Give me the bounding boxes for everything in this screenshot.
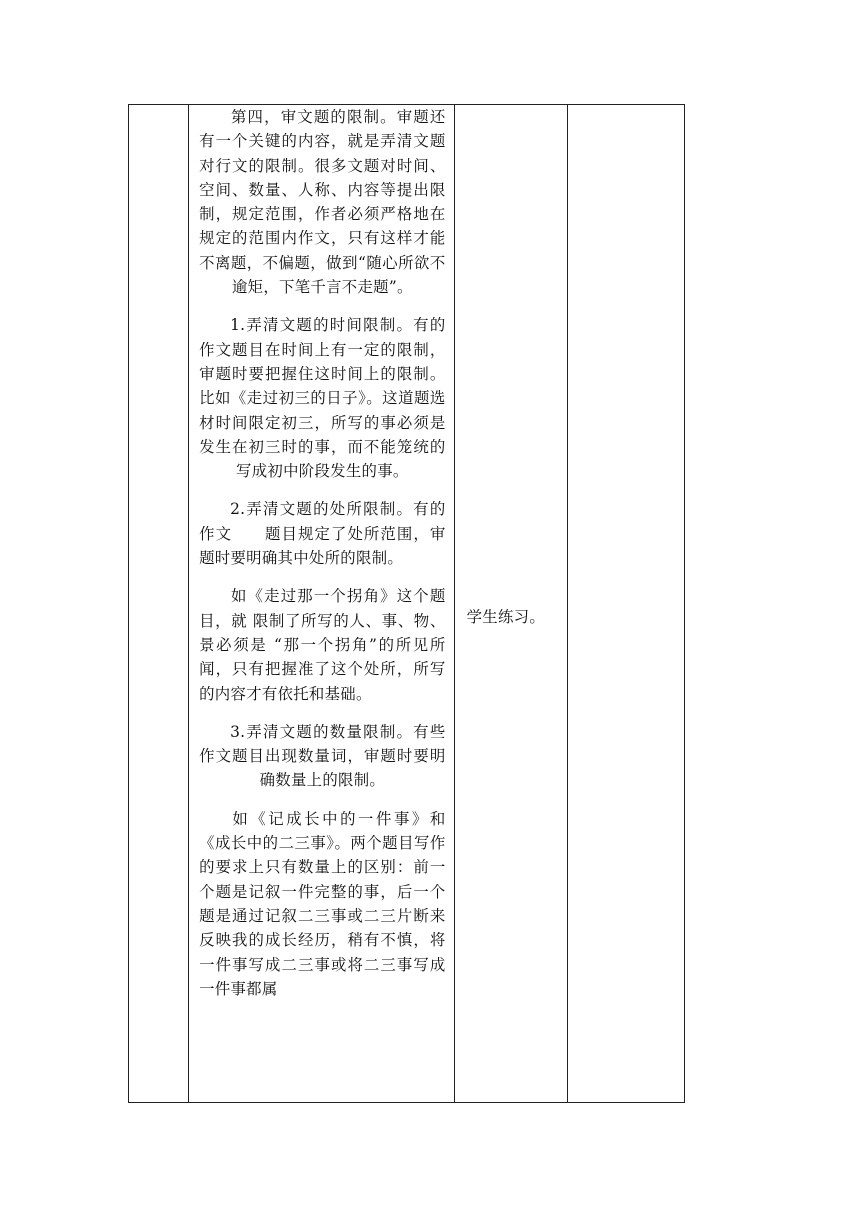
paragraph-text-restrictions (199, 105, 445, 299)
table-row (129, 105, 685, 1103)
paragraph-time-restriction (199, 313, 445, 483)
paragraph-text: 2.弄清文题的处所限制。有的作文 题目规定了处所范围，审题时要明确其中处所的限制。 (199, 500, 446, 568)
paragraph-place-example (199, 584, 445, 705)
lesson-plan-table (128, 104, 685, 1103)
paragraph-text: 如《记成长中的一件事》和《成长中的二三事》。两个题目写作的要求上只有数量上的区别：前一 个题是记叙一件完整的事，后一个题是通过记叙二三事或二三片断来反映我的成长经历，稍有不慎，将一件事写成二三事或将二三事写成一件事都属 (199, 809, 462, 998)
notes-cell (567, 105, 684, 1103)
paragraph-quantity-example (199, 807, 462, 1001)
paragraph-place-restriction (199, 497, 445, 570)
paragraph-text: 1.弄清文题的时间限制。有的作文题目在时间上有一定的限制，审题时要把握住这时间上的限制。比如《走过初三的日子》。这道题选材时间限定初三，所写的事必须是发生在初三时的事，而不能笼统的写成初中阶段发生的事。 (199, 316, 446, 481)
teaching-content-cell (189, 105, 477, 1103)
student-activity-cell (454, 105, 567, 1103)
paragraph-text: 第四，审文题的限制。审题还有一个关键的内容，就是弄清文题对行文的限制。很多文题对时间、空间、数量、人称、内容等提出限制，规定范围，作者必须严格地在规定的范围内作文，只有这样才能不离题，不偏题，做到“随心所欲不逾矩，下笔千言不走题”。 (199, 108, 446, 297)
paragraph-text: 如《走过那一个拐角》这个题目，就 限制了所写的人、事、物、景必须是 “那一个拐角”的所见所闻，只有把握准了这个处所，所写的内容才有依托和基础。 (199, 587, 446, 703)
section-cell (129, 105, 189, 1103)
paragraph-quantity-restriction (199, 720, 477, 793)
student-activity-text: 学生练习。 (466, 607, 546, 626)
paragraph-text: 3.弄清文题的数量限制。有些 作文题目出现数量词，审题时要明确数量上的限制。 (199, 722, 477, 790)
